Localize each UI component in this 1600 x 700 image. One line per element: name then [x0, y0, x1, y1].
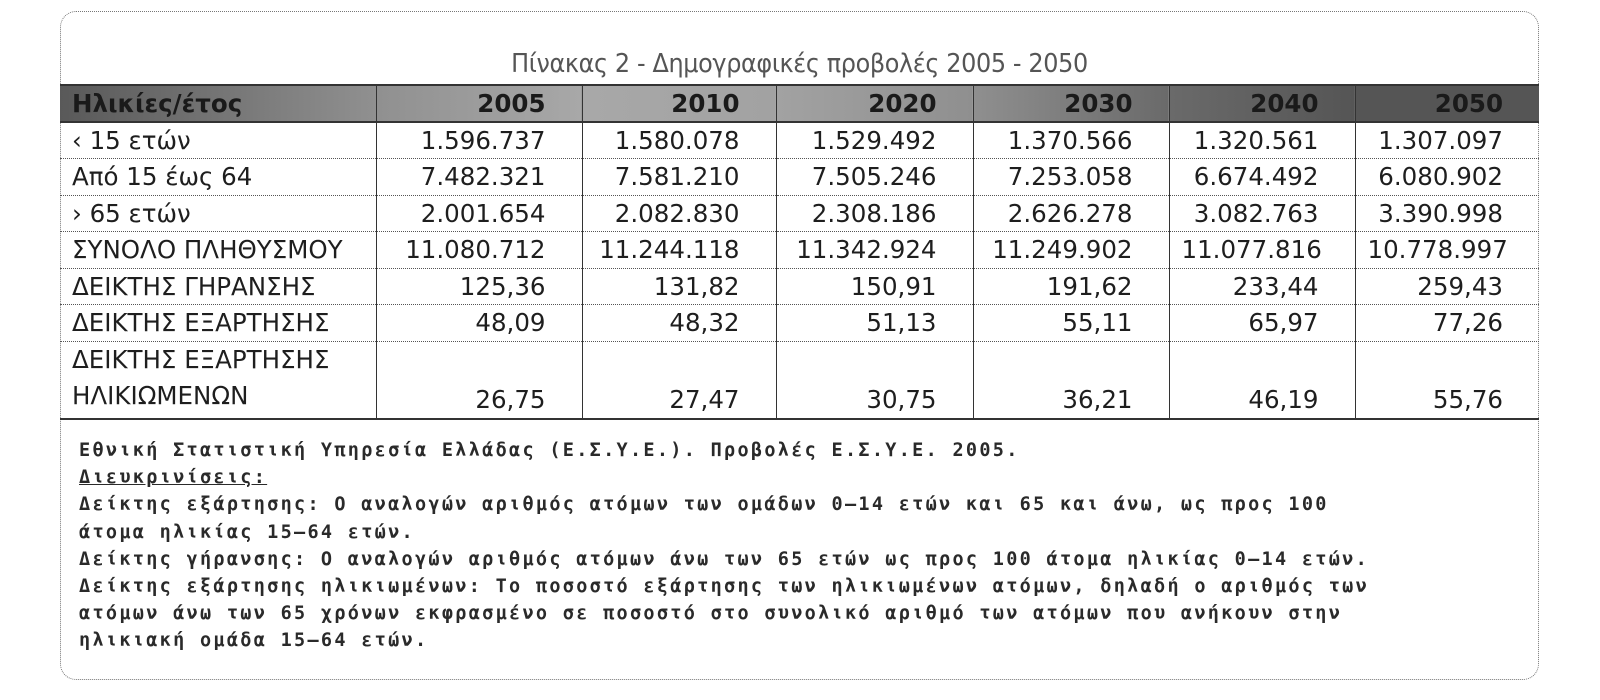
header-year-2020: 2020: [776, 85, 973, 122]
header-year-2005: 2005: [376, 85, 582, 122]
table-cell: 36,21: [973, 341, 1169, 419]
table-cell: 11.249.902: [973, 232, 1169, 269]
table-cell: 7.482.321: [376, 159, 582, 196]
table-cell: 7.253.058: [973, 159, 1169, 196]
table-cell: 65,97: [1169, 305, 1355, 342]
table-cell: 55,11: [973, 305, 1169, 342]
projections-table: [60, 84, 1539, 420]
table-cell: 259,43: [1355, 268, 1539, 305]
table-cell: 30,75: [776, 341, 973, 419]
table-cell: 7.505.246: [776, 159, 973, 196]
table-cell: 2.001.654: [376, 195, 582, 232]
table-cell: 1.320.561: [1169, 122, 1355, 159]
table-cell: 26,75: [376, 341, 582, 419]
note-line: Δείκτης γήρανσης: Ο αναλογών αριθμός ατόμων άνω των 65 ετών ως προς 100 άτομα ηλικίας 0–14 ετών.: [79, 548, 1370, 570]
notes-block: [79, 437, 1524, 655]
table-cell: 1.596.737: [376, 122, 582, 159]
table-cell: 6.080.902: [1355, 159, 1539, 196]
header-age-year: Ηλικίες/έτος: [60, 85, 376, 122]
table-cell: 131,82: [582, 268, 776, 305]
table-cell: 55,76: [1355, 341, 1539, 419]
row-label: ΔΕΙΚΤΗΣ ΓΗΡΑΝΣΗΣ: [60, 268, 376, 305]
table-cell: 125,36: [376, 268, 582, 305]
table-cell: 48,09: [376, 305, 582, 342]
row-label-line: ΗΛΙΚΙΩΜΕΝΩΝ: [72, 380, 249, 410]
note-line: Δείκτης εξάρτησης: Ο αναλογών αριθμός ατόμων των ομάδων 0–14 ετών και 65 και άνω, ως προς 100: [79, 494, 1329, 516]
table-row: [60, 232, 1539, 269]
table-cell: 191,62: [973, 268, 1169, 305]
row-label: Από 15 έως 64: [60, 159, 376, 196]
table-cell: 48,32: [582, 305, 776, 342]
header-year-2010: 2010: [582, 85, 776, 122]
table-cell: 1.370.566: [973, 122, 1169, 159]
table-cell: 10.778.997: [1355, 232, 1539, 269]
header-year-2030: 2030: [973, 85, 1169, 122]
table-cell: 77,26: [1355, 305, 1539, 342]
row-label: › 65 ετών: [60, 195, 376, 232]
table-row: [60, 305, 1539, 342]
table-title: Πίνακας 2 - Δημογραφικές προβολές 2005 - 2050: [511, 49, 1088, 79]
clarifications-heading-text: Διευκρινίσεις:: [79, 467, 268, 489]
table-row: [60, 268, 1539, 305]
table-cell: 27,47: [582, 341, 776, 419]
row-label: ΔΕΙΚΤΗΣ ΕΞΑΡΤΗΣΗΣ: [60, 305, 376, 342]
table-cell: 1.529.492: [776, 122, 973, 159]
table-cell: 11.077.816: [1169, 232, 1355, 269]
table-row: [60, 195, 1539, 232]
table-cell: 7.581.210: [582, 159, 776, 196]
table-cell: 2.626.278: [973, 195, 1169, 232]
table-cell: 46,19: [1169, 341, 1355, 419]
note-line: Δείκτης εξάρτησης ηλικιωμένων: Το ποσοστό εξάρτησης των ηλικιωμένων ατόμων, δηλαδή ο αριθμός των: [79, 576, 1370, 598]
table-cell: 2.308.186: [776, 195, 973, 232]
row-label: ΣΥΝΟΛΟ ΠΛΗΘΥΣΜΟΥ: [60, 232, 376, 269]
table-cell: 2.082.830: [582, 195, 776, 232]
note-line: άτομα ηλικίας 15–64 ετών.: [79, 521, 415, 543]
table-row: [60, 159, 1539, 196]
table-cell: 6.674.492: [1169, 159, 1355, 196]
table-cell: 1.580.078: [582, 122, 776, 159]
source-line: Εθνική Στατιστική Υπηρεσία Ελλάδας (Ε.Σ.Υ.Ε.). Προβολές Ε.Σ.Υ.Ε. 2005.: [79, 440, 1020, 461]
table-cell: 3.390.998: [1355, 195, 1539, 232]
table-cell: 3.082.763: [1169, 195, 1355, 232]
table-cell: 150,91: [776, 268, 973, 305]
table-cell: 11.244.118: [582, 232, 776, 269]
note-line: ηλικιακή ομάδα 15–64 ετών.: [79, 630, 429, 652]
clarifications-heading: [79, 464, 1524, 491]
table-cell: 11.080.712: [376, 232, 582, 269]
note-line: ατόμων άνω των 65 χρόνων εκφρασμένο σε ποσοστό στο συνολικό αριθμό των ατόμων που ανήκουν στην: [79, 603, 1343, 625]
table-cell: 233,44: [1169, 268, 1355, 305]
table-row: [60, 122, 1539, 159]
row-label: [60, 341, 376, 419]
row-label: ‹ 15 ετών: [60, 122, 376, 159]
header-year-2040: 2040: [1169, 85, 1355, 122]
header-year-2050: 2050: [1355, 85, 1539, 122]
row-label-line: ΔΕΙΚΤΗΣ ΕΞΑΡΤΗΣΗΣ: [72, 344, 330, 374]
header-row: [60, 85, 1539, 122]
table-row: [60, 341, 1539, 419]
table-cell: 1.307.097: [1355, 122, 1539, 159]
table-cell: 11.342.924: [776, 232, 973, 269]
table-cell: 51,13: [776, 305, 973, 342]
